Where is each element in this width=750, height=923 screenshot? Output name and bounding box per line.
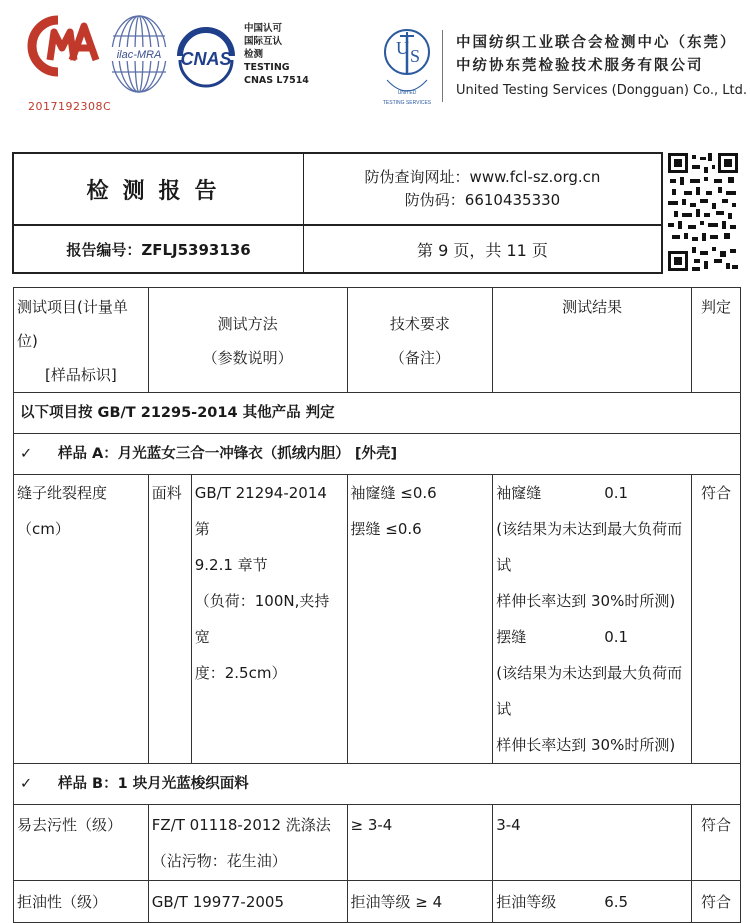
- cnas-text: 中国认可 国际互认 检测 TESTING CNAS L7514: [244, 23, 309, 86]
- svg-text:CNAS: CNAS: [180, 49, 232, 69]
- requirement-soil-release: ≥ 3-4: [347, 805, 493, 881]
- verify-url: 防伪查询网址：www.fcl-sz.org.cn: [364, 168, 601, 186]
- sample-a-label: 样品 A：月光蓝女三合一冲锋衣（抓绒内胆） [外壳]: [58, 446, 398, 462]
- test-results-table: [13, 287, 741, 923]
- table-row: [14, 805, 741, 881]
- sample-part: 面料: [148, 475, 191, 764]
- cnas-logo: [170, 26, 240, 88]
- page-info: 第 9 页，共 11 页: [417, 240, 548, 260]
- company-name-cn-2: 中纺协东莞检验技术服务有限公司: [456, 58, 704, 74]
- company-name-block: [456, 32, 747, 103]
- header-requirement: 技术要求 （备注）: [347, 288, 493, 393]
- result-soil-release: 3-4: [493, 805, 692, 881]
- uts-logo: [382, 22, 432, 108]
- requirement-seam: 袖窿缝 ≤0.6 摆缝 ≤0.6: [347, 475, 493, 764]
- result-oil-repellency: 拒油等级 6.5: [493, 881, 692, 923]
- method-oil-repellency: GB/T 19977-2005: [148, 881, 347, 923]
- logo-divider: [442, 30, 443, 102]
- sample-b-label: 样品 B：1 块月光蓝梭织面料: [58, 776, 249, 792]
- svg-text:TESTING SERVICES: TESTING SERVICES: [382, 100, 432, 106]
- sample-a-row: [14, 434, 741, 475]
- header-test-item: 测试项目(计量单位) [样品标识]: [14, 288, 149, 393]
- report-title: 检测报告: [14, 154, 304, 226]
- verify-code: 防伪码：6610435330: [404, 191, 561, 209]
- header-verdict: 判定: [692, 288, 741, 393]
- method-soil-release: FZ/T 01118-2012 洗涤法 （沾污物：花生油）: [148, 805, 347, 881]
- item-seam-slippage: 缝子纰裂程度（cm）: [14, 475, 149, 764]
- report-number: 报告编号：ZFLJ5393136: [14, 226, 304, 272]
- requirement-oil-repellency: 拒油等级 ≥ 4: [347, 881, 493, 923]
- verdict-oil-repellency: 符合: [692, 881, 741, 923]
- check-mark-icon: ✓: [20, 446, 33, 462]
- table-header-row: [14, 288, 741, 393]
- check-mark-icon: ✓: [20, 776, 33, 792]
- verdict-seam: 符合: [692, 475, 741, 764]
- method-seam: GB/T 21294-2014 第 9.2.1 章节 （负荷：100N,夹持宽 度：2.5cm）: [191, 475, 347, 764]
- verdict-soil-release: 符合: [692, 805, 741, 881]
- cma-code: 2017192308C: [28, 100, 112, 113]
- sample-b-row: [14, 764, 741, 805]
- table-row: [14, 475, 741, 764]
- svg-text:UNITED: UNITED: [397, 90, 417, 96]
- item-soil-release: 易去污性（级）: [14, 805, 149, 881]
- verification-info: [304, 154, 661, 226]
- standard-section-row: [14, 393, 741, 434]
- cma-logo: [28, 14, 100, 78]
- svg-text:ilac-MRA: ilac-MRA: [116, 49, 162, 61]
- header-result: 测试结果: [493, 288, 692, 393]
- item-oil-repellency: 拒油性（级）: [14, 881, 149, 923]
- company-name-cn-1: 中国纺织工业联合会检测中心（东莞）: [456, 35, 737, 51]
- svg-text:U: U: [396, 38, 409, 58]
- ilac-mra-logo: [110, 12, 168, 96]
- table-row: [14, 881, 741, 923]
- company-name-en: United Testing Services (Dongguan) Co., Ltd.: [456, 83, 747, 98]
- result-seam: 袖窿缝 0.1 (该结果为未达到最大负荷而试 样伸长率达到 30%时所测) 摆缝 0.1 (该结果为未达到最大负荷而试 样伸长率达到 30%时所测): [493, 475, 692, 764]
- svg-text:S: S: [410, 46, 421, 66]
- qr-code: [668, 153, 738, 271]
- header-test-method: 测试方法 （参数说明）: [148, 288, 347, 393]
- report-info-box: [12, 152, 663, 274]
- standard-text: 以下项目按 GB/T 21295-2014 其他产品 判定: [14, 393, 741, 434]
